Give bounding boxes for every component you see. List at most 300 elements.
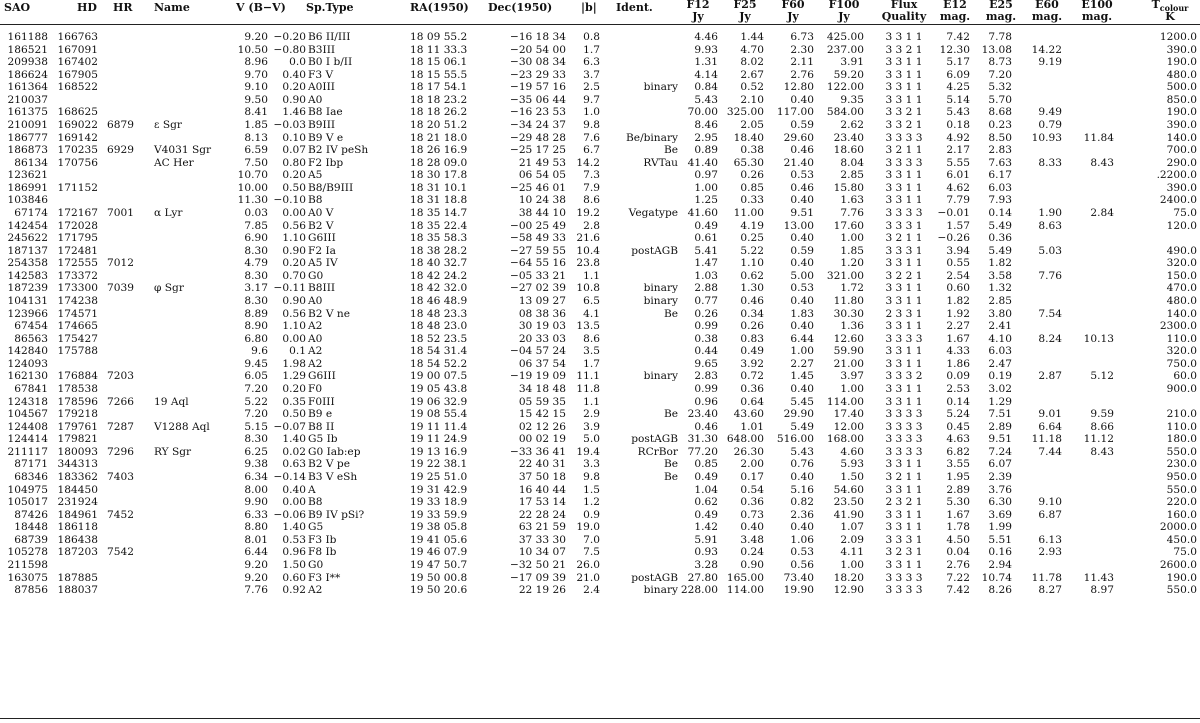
table-row xyxy=(0,559,1200,572)
cell-sp: B2 V xyxy=(308,219,334,232)
cell-bv: 0.92 xyxy=(282,584,306,597)
cell-e12: 1.67 xyxy=(946,508,970,521)
cell-fq: 3 3 1 1 xyxy=(885,68,923,81)
cell-e60: 8.24 xyxy=(1038,332,1062,345)
cell-e60: 9.10 xyxy=(1038,496,1062,509)
cell-e60: 7.76 xyxy=(1038,269,1062,282)
col-header-dec: Dec(1950) xyxy=(488,1,553,14)
cell-b: 8.6 xyxy=(583,332,600,345)
cell-tc: 120.0 xyxy=(1166,219,1197,232)
cell-f12: 9.93 xyxy=(694,43,718,56)
cell-hd: 174238 xyxy=(57,295,98,307)
cell-ident: binary xyxy=(643,81,678,94)
cell-e12: 4.33 xyxy=(946,345,970,358)
cell-fq: 3 3 1 1 xyxy=(885,295,923,307)
cell-sao: 68739 xyxy=(14,533,48,546)
cell-dec: −16 23 53 xyxy=(509,106,566,119)
table-row xyxy=(0,119,1200,132)
cell-b: 3.3 xyxy=(583,458,600,471)
cell-sao: 209938 xyxy=(7,56,48,69)
cell-fq: 3 2 1 1 xyxy=(885,144,923,157)
cell-b: 1.1 xyxy=(583,395,600,408)
table-row xyxy=(0,308,1200,321)
cell-f25: 0.38 xyxy=(740,144,764,157)
cell-f60: 5.00 xyxy=(790,269,814,282)
cell-name: 19 Aql xyxy=(154,395,189,408)
cell-fq: 3 2 2 1 xyxy=(885,269,923,282)
col-header-tcolour-unit: K xyxy=(1165,10,1175,23)
cell-ra: 19 05 43.8 xyxy=(410,383,468,395)
cell-f25: 0.34 xyxy=(740,307,764,320)
cell-f60: 13.00 xyxy=(783,219,814,232)
cell-ra: 18 35 22.4 xyxy=(410,219,468,232)
table-row xyxy=(0,31,1200,44)
cell-sao: 86134 xyxy=(14,156,48,169)
cell-f25: 3.48 xyxy=(740,533,764,546)
cell-v: 8.89 xyxy=(244,307,268,320)
cell-ra: 19 33 18.9 xyxy=(410,496,468,509)
cell-fq: 3 2 3 1 xyxy=(885,546,923,559)
cell-hd: 172028 xyxy=(57,219,98,232)
cell-ra: 18 38 28.2 xyxy=(410,244,468,257)
cell-sao: 245622 xyxy=(7,232,48,245)
cell-e25: 2.89 xyxy=(988,420,1012,433)
cell-tc: 2000.0 xyxy=(1159,521,1197,534)
cell-bv: 0.96 xyxy=(282,546,306,559)
cell-dec: 05 59 35 xyxy=(518,395,566,408)
cell-v: 8.80 xyxy=(244,521,268,534)
cell-hr: 7001 xyxy=(107,207,134,219)
cell-f60: 21.40 xyxy=(783,156,814,169)
cell-ra: 19 00 07.5 xyxy=(410,370,468,383)
cell-e12: 0.04 xyxy=(946,546,970,559)
col-header-e60-unit: mag. xyxy=(1031,10,1063,23)
cell-fq: 3 3 2 1 xyxy=(885,43,923,56)
cell-sao: 210037 xyxy=(7,93,48,106)
cell-fq: 3 3 3 3 xyxy=(885,420,923,433)
cell-sao: 161364 xyxy=(7,81,48,94)
cell-fq: 3 2 1 1 xyxy=(885,470,923,483)
cell-b: 13.5 xyxy=(576,320,600,333)
cell-b: 6.7 xyxy=(583,144,600,157)
cell-dec: −00 25 49 xyxy=(509,219,566,232)
cell-name: ε Sgr xyxy=(154,119,182,131)
cell-bv: 0.1 xyxy=(289,345,306,358)
col-header-e100-unit: mag. xyxy=(1081,10,1113,23)
cell-e25: 1.99 xyxy=(988,521,1012,534)
cell-e60: 11.78 xyxy=(1031,571,1062,584)
cell-e25: 3.76 xyxy=(988,483,1012,496)
cell-dec: −35 06 44 xyxy=(509,93,566,106)
table-row xyxy=(0,383,1200,396)
cell-hd: 175788 xyxy=(57,345,98,358)
cell-sp: B3 V eSh xyxy=(308,470,358,483)
cell-tc: 490.0 xyxy=(1166,244,1197,257)
cell-f25: 165.00 xyxy=(726,571,764,584)
cell-sp: A0 xyxy=(308,295,323,307)
table-row xyxy=(0,446,1200,459)
cell-ra: 18 31 10.1 xyxy=(410,181,468,194)
cell-ra: 19 06 32.9 xyxy=(410,395,468,408)
cell-dec: −19 19 09 xyxy=(509,370,566,383)
cell-hd: 180093 xyxy=(57,445,98,458)
cell-sao: 86563 xyxy=(14,332,48,345)
cell-dec: 22 28 24 xyxy=(518,508,566,521)
cell-e12: 4.50 xyxy=(946,533,970,546)
cell-v: 9.10 xyxy=(244,81,268,94)
cell-b: 2.8 xyxy=(583,219,600,232)
cell-sao: 103846 xyxy=(7,194,48,207)
cell-f100: 3.91 xyxy=(840,56,864,69)
cell-fq: 3 3 3 2 xyxy=(885,370,923,383)
cell-ra: 18 15 06.1 xyxy=(410,56,468,69)
cell-tc: 750.0 xyxy=(1166,357,1197,370)
cell-e12: 0.09 xyxy=(946,370,970,383)
cell-e12: −0.01 xyxy=(937,207,970,219)
cell-name: AC Her xyxy=(154,156,194,169)
cell-e25: 7.20 xyxy=(988,68,1012,81)
cell-f12: 0.44 xyxy=(694,345,718,358)
table-row xyxy=(0,320,1200,333)
cell-f12: 1.47 xyxy=(694,257,718,270)
cell-f100: 1.36 xyxy=(840,320,864,333)
cell-b: 21.0 xyxy=(576,571,600,584)
cell-sao: 142583 xyxy=(7,269,48,282)
cell-b: 1.7 xyxy=(583,43,600,56)
cell-v: 6.80 xyxy=(244,332,268,345)
cell-bv: 0.00 xyxy=(282,496,306,509)
cell-hd: 231924 xyxy=(57,496,98,509)
cell-hd: 184450 xyxy=(57,483,98,496)
cell-v: 8.30 xyxy=(244,433,268,446)
cell-f100: 1.20 xyxy=(840,257,864,270)
cell-e25: 6.17 xyxy=(988,169,1012,182)
cell-sao: 254358 xyxy=(7,257,48,270)
cell-e25: 0.19 xyxy=(988,370,1012,383)
cell-dec: 13 09 27 xyxy=(518,295,566,307)
cell-dec: 20 33 03 xyxy=(518,332,566,345)
cell-bv: −0.10 xyxy=(273,194,306,207)
cell-b: 2.5 xyxy=(583,81,600,94)
table-row xyxy=(0,408,1200,421)
cell-sp: B8 II xyxy=(308,420,335,433)
cell-f25: 0.52 xyxy=(740,81,764,94)
cell-sao: 142840 xyxy=(7,345,48,358)
table-row xyxy=(0,282,1200,295)
cell-dec: −16 18 34 xyxy=(509,31,566,43)
cell-f100: 8.04 xyxy=(840,156,864,169)
cell-b: 7.6 xyxy=(583,131,600,144)
cell-f25: 0.36 xyxy=(740,383,764,395)
cell-tc: 700.0 xyxy=(1166,144,1197,157)
cell-v: 1.85 xyxy=(244,119,268,131)
cell-hd: 187885 xyxy=(57,571,98,584)
cell-e25: 5.51 xyxy=(988,533,1012,546)
cell-v: 4.79 xyxy=(244,257,268,270)
cell-bv: 0.50 xyxy=(282,408,306,421)
cell-hr: 6929 xyxy=(107,144,134,157)
cell-e60: 14.22 xyxy=(1031,43,1062,56)
cell-e12: 1.92 xyxy=(946,307,970,320)
cell-e12: 1.78 xyxy=(946,521,970,534)
cell-ra: 19 08 55.4 xyxy=(410,408,468,421)
cell-tc: 500.0 xyxy=(1166,81,1197,94)
cell-sp: B2 V ne xyxy=(308,307,351,320)
cell-v: 6.90 xyxy=(244,232,268,245)
cell-e60: 9.01 xyxy=(1038,408,1062,421)
cell-b: 1.2 xyxy=(583,496,600,509)
cell-e25: 3.58 xyxy=(988,269,1012,282)
cell-e100: 8.43 xyxy=(1090,156,1114,169)
cell-sp: B9 IV pSi? xyxy=(308,508,365,521)
cell-bv: 0.40 xyxy=(282,483,306,496)
cell-e25: 0.36 xyxy=(988,232,1012,245)
cell-tc: 320.0 xyxy=(1166,345,1197,358)
cell-tc: 190.0 xyxy=(1166,571,1197,584)
cell-bv: 1.10 xyxy=(282,232,306,245)
cell-f12: 4.46 xyxy=(694,31,718,43)
cell-v: 7.20 xyxy=(244,408,268,421)
cell-hd: 173300 xyxy=(57,282,98,295)
cell-e25: 5.70 xyxy=(988,93,1012,106)
table-row xyxy=(0,345,1200,358)
cell-b: 9.7 xyxy=(583,93,600,106)
cell-sp: B8 Iae xyxy=(308,106,343,119)
cell-e100: 8.97 xyxy=(1090,584,1114,597)
cell-ra: 18 35 58.3 xyxy=(410,232,468,245)
cell-f12: 9.65 xyxy=(694,357,718,370)
col-header-ident: Ident. xyxy=(616,1,653,14)
cell-e60: 9.49 xyxy=(1038,106,1062,119)
table-row xyxy=(0,194,1200,207)
cell-b: 10.8 xyxy=(576,282,600,295)
cell-bv: 1.46 xyxy=(282,106,306,119)
cell-f100: 2.62 xyxy=(840,119,864,131)
cell-b: 7.0 xyxy=(583,533,600,546)
cell-f25: 3.92 xyxy=(740,357,764,370)
cell-v: 7.85 xyxy=(244,219,268,232)
cell-f60: 0.40 xyxy=(790,470,814,483)
cell-dec: 08 38 36 xyxy=(518,307,566,320)
cell-ident: binary xyxy=(643,370,678,383)
cell-bv: −0.03 xyxy=(273,119,306,131)
cell-v: 6.25 xyxy=(244,445,268,458)
cell-b: 1.1 xyxy=(583,269,600,282)
cell-sp: A5 IV xyxy=(308,257,338,270)
cell-f60: 0.40 xyxy=(790,295,814,307)
cell-b: 10.4 xyxy=(576,244,600,257)
cell-e25: 8.68 xyxy=(988,106,1012,119)
table-row xyxy=(0,509,1200,522)
cell-ra: 19 11 11.4 xyxy=(410,420,468,433)
cell-f60: 5.45 xyxy=(790,395,814,408)
cell-sao: 210091 xyxy=(7,119,48,131)
cell-hd: 183362 xyxy=(57,470,98,483)
cell-b: 1.5 xyxy=(583,483,600,496)
cell-fq: 3 3 1 1 xyxy=(885,483,923,496)
cell-ra: 18 21 18.0 xyxy=(410,131,468,144)
cell-f60: 0.40 xyxy=(790,257,814,270)
cell-e12: 4.25 xyxy=(946,81,970,94)
cell-sp: F0 xyxy=(308,383,323,395)
cell-f60: 0.40 xyxy=(790,521,814,534)
col-header-e12: E12 xyxy=(943,0,967,11)
cell-f100: 7.76 xyxy=(840,207,864,219)
cell-tc: 110.0 xyxy=(1166,332,1197,345)
cell-name: V1288 Aql xyxy=(154,420,210,433)
cell-f12: 0.99 xyxy=(694,320,718,333)
cell-f12: 0.89 xyxy=(694,144,718,157)
cell-f100: 1.07 xyxy=(840,521,864,534)
cell-sp: B6 II/III xyxy=(308,31,351,43)
cell-fq: 3 3 1 1 xyxy=(885,181,923,194)
cell-dec: −64 55 16 xyxy=(509,257,566,270)
cell-sao: 67841 xyxy=(14,383,48,395)
cell-f25: 2.67 xyxy=(740,68,764,81)
cell-b: 4.1 xyxy=(583,307,600,320)
cell-bv: 0.20 xyxy=(282,81,306,94)
cell-b: 0.8 xyxy=(583,31,600,43)
cell-hd: 179218 xyxy=(57,408,98,421)
cell-b: 11.1 xyxy=(576,370,600,383)
cell-hd: 169142 xyxy=(57,131,98,144)
cell-e25: 1.29 xyxy=(988,395,1012,408)
cell-f100: 1.00 xyxy=(840,383,864,395)
cell-f60: 1.83 xyxy=(790,307,814,320)
cell-tc: 220.0 xyxy=(1166,496,1197,509)
cell-sp: F8 Ib xyxy=(308,546,337,559)
cell-e25: 4.10 xyxy=(988,332,1012,345)
cell-e25: 2.39 xyxy=(988,470,1012,483)
cell-e12: 5.43 xyxy=(946,106,970,119)
cell-f100: 12.00 xyxy=(833,420,864,433)
cell-dec: 06 37 54 xyxy=(518,357,566,370)
cell-f100: 30.30 xyxy=(833,307,864,320)
cell-bv: 0.90 xyxy=(282,93,306,106)
cell-bv: 1.50 xyxy=(282,558,306,571)
cell-e12: 7.79 xyxy=(946,194,970,207)
cell-b: 5.0 xyxy=(583,433,600,446)
cell-f60: 0.59 xyxy=(790,244,814,257)
cell-bv: 0.10 xyxy=(282,131,306,144)
cell-f12: 8.46 xyxy=(694,119,718,131)
cell-sao: 67454 xyxy=(14,320,48,333)
cell-tc: 550.0 xyxy=(1166,445,1197,458)
cell-sp: F3 I** xyxy=(308,571,341,584)
cell-f100: 11.80 xyxy=(833,295,864,307)
cell-e25: 9.51 xyxy=(988,433,1012,446)
cell-bv: 0.90 xyxy=(282,295,306,307)
cell-tc: 210.0 xyxy=(1166,408,1197,421)
cell-f100: 237.00 xyxy=(826,43,864,56)
cell-e100: 2.84 xyxy=(1090,207,1114,219)
cell-sao: 187137 xyxy=(7,244,48,257)
cell-fq: 3 3 1 1 xyxy=(885,558,923,571)
cell-sao: 105278 xyxy=(7,546,48,559)
cell-dec: −27 59 55 xyxy=(509,244,566,257)
cell-f60: 5.43 xyxy=(790,445,814,458)
cell-e25: 8.73 xyxy=(988,56,1012,69)
cell-e12: 4.63 xyxy=(946,433,970,446)
cell-f60: 0.40 xyxy=(790,93,814,106)
cell-sp: A0III xyxy=(308,81,335,94)
cell-f12: 41.60 xyxy=(687,207,718,219)
cell-f12: 228.00 xyxy=(680,584,718,597)
cell-v: 8.30 xyxy=(244,295,268,307)
cell-f60: 0.76 xyxy=(790,458,814,471)
cell-sao: 105017 xyxy=(7,496,48,509)
cell-ident: Be xyxy=(663,307,678,320)
cell-e12: 5.55 xyxy=(946,156,970,169)
cell-v: 5.22 xyxy=(244,395,268,408)
table-row xyxy=(0,458,1200,471)
cell-bv: 0.80 xyxy=(282,156,306,169)
cell-f25: 648.00 xyxy=(726,433,764,446)
cell-dec: −58 49 33 xyxy=(509,232,566,245)
cell-f12: 0.49 xyxy=(694,470,718,483)
cell-sp: F3 V xyxy=(308,68,334,81)
cell-ra: 18 54 31.4 xyxy=(410,345,468,358)
cell-e60: 8.27 xyxy=(1038,584,1062,597)
cell-hd: 186118 xyxy=(57,521,98,534)
cell-tc: 180.0 xyxy=(1166,433,1197,446)
cell-bv: −0.11 xyxy=(273,282,306,295)
table-row xyxy=(0,333,1200,346)
cell-dec: 34 18 48 xyxy=(518,383,566,395)
cell-e25: 7.78 xyxy=(988,31,1012,43)
cell-bv: 0.00 xyxy=(282,332,306,345)
cell-dec: 10 24 38 xyxy=(518,194,566,207)
cell-f25: 1.44 xyxy=(740,31,764,43)
cell-e25: 5.49 xyxy=(988,219,1012,232)
table-row xyxy=(0,546,1200,559)
cell-ra: 18 30 17.8 xyxy=(410,169,468,182)
cell-e100: 8.43 xyxy=(1090,445,1114,458)
cell-sp: B2 IV peSh xyxy=(308,144,369,157)
cell-f100: 17.60 xyxy=(833,219,864,232)
cell-b: 14.2 xyxy=(576,156,600,169)
cell-tc: 75.0 xyxy=(1173,546,1197,559)
cell-e60: 9.19 xyxy=(1038,56,1062,69)
cell-sao: 161188 xyxy=(7,31,48,43)
cell-ident: binary xyxy=(643,584,678,597)
cell-sao: 161375 xyxy=(7,106,48,119)
table-row xyxy=(0,358,1200,371)
cell-fq: 3 3 3 3 xyxy=(885,433,923,446)
cell-f25: 0.25 xyxy=(740,232,764,245)
cell-bv: 0.0 xyxy=(289,56,306,69)
cell-hr: 7039 xyxy=(107,282,134,295)
cell-f12: 0.96 xyxy=(694,395,718,408)
cell-sao: 87856 xyxy=(14,584,48,597)
cell-hd: 187203 xyxy=(57,546,98,559)
cell-f12: 23.40 xyxy=(687,408,718,421)
cell-f100: 425.00 xyxy=(826,31,864,43)
cell-sao: 68346 xyxy=(14,470,48,483)
cell-f60: 2.27 xyxy=(790,357,814,370)
cell-hd: 174665 xyxy=(57,320,98,333)
cell-e60: 2.87 xyxy=(1038,370,1062,383)
cell-f60: 0.53 xyxy=(790,169,814,182)
cell-e12: 2.27 xyxy=(946,320,970,333)
table-row xyxy=(0,144,1200,157)
cell-hd: 174571 xyxy=(57,307,98,320)
col-header-sptype: Sp.Type xyxy=(306,1,354,14)
cell-f12: 0.77 xyxy=(694,295,718,307)
cell-ra: 18 42 24.2 xyxy=(410,269,468,282)
cell-v: 6.59 xyxy=(244,144,268,157)
cell-f60: 0.40 xyxy=(790,320,814,333)
